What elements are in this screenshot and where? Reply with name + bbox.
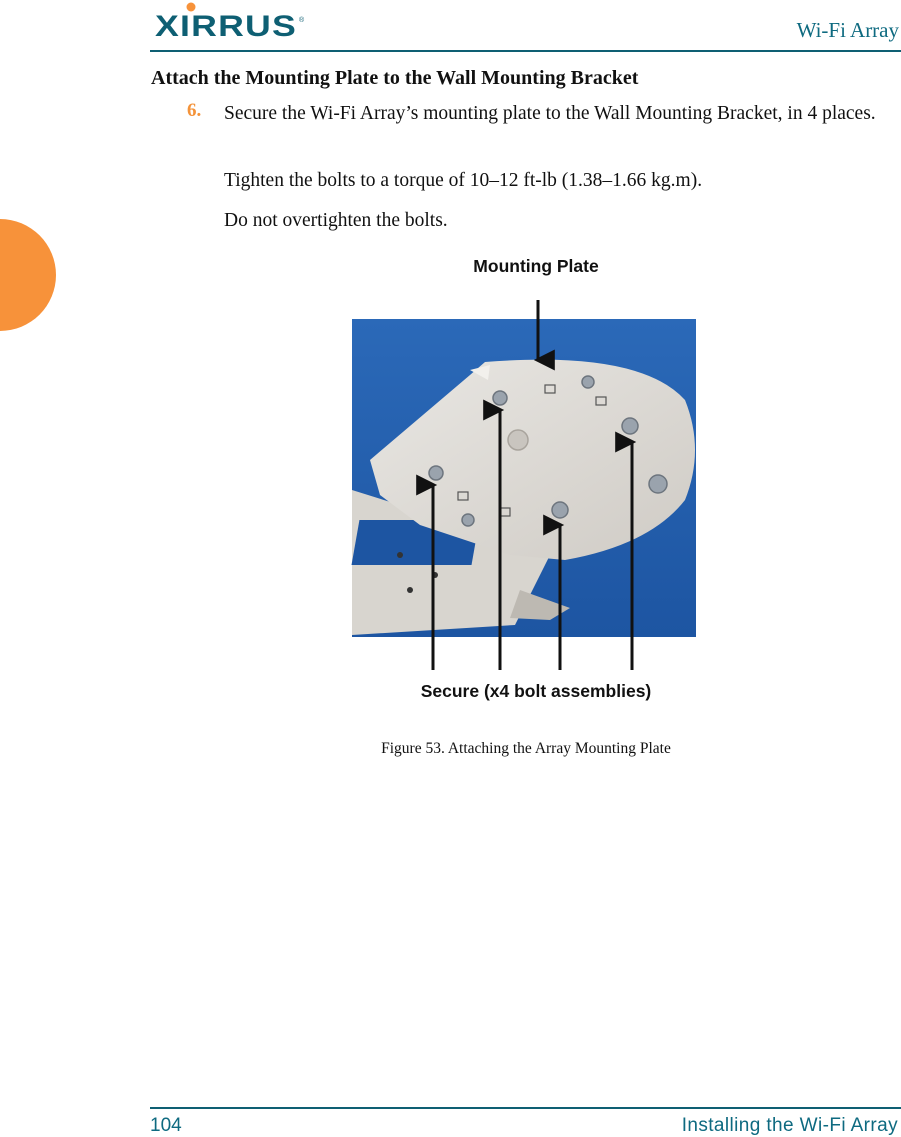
figure-caption: Figure 53. Attaching the Array Mounting Plate — [381, 740, 671, 757]
mounting-plate-label: Mounting Plate — [473, 256, 599, 276]
chapter-side-tab — [0, 219, 56, 331]
header-title: Wi-Fi Array — [796, 18, 899, 42]
svg-text:®: ® — [299, 17, 305, 24]
step-number: 6. — [187, 100, 202, 121]
xirrus-logo — [153, 2, 305, 42]
svg-text:XIRRUS: XIRRUS — [155, 10, 297, 42]
header-divider — [150, 50, 901, 52]
overtighten-warning: Do not overtighten the bolts. — [224, 210, 448, 231]
page-number: 104 — [150, 1115, 182, 1136]
footer-title: Installing the Wi-Fi Array — [681, 1115, 898, 1136]
torque-instruction: Tighten the bolts to a torque of 10–12 ft-lb (1.38–1.66 kg.m). — [224, 170, 703, 191]
footer-divider — [150, 1107, 901, 1109]
bolt-assemblies-label: Secure (x4 bolt assemblies) — [420, 681, 652, 701]
section-heading: Attach the Mounting Plate to the Wall Mounting Bracket — [151, 67, 639, 89]
mounting-plate-photo — [340, 290, 710, 675]
step-text: Secure the Wi-Fi Array’s mounting plate to the Wall Mounting Bracket, in 4 places. — [224, 103, 876, 124]
